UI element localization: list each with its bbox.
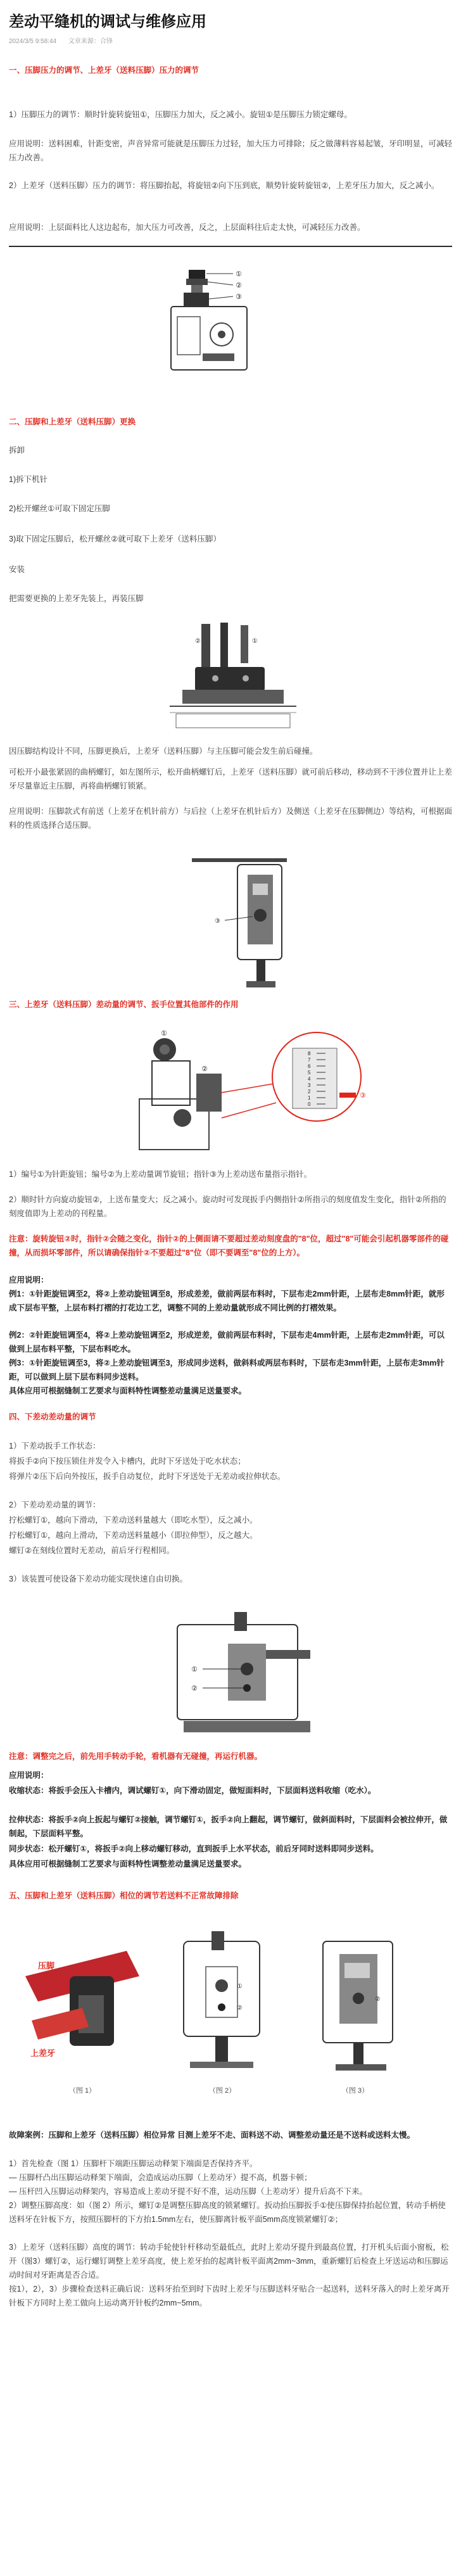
callout-3: ③: [236, 293, 242, 301]
section-divider: [9, 246, 452, 247]
svg-text:②: ②: [201, 1065, 208, 1073]
section1-p4: 应用说明：上层面料比人这边起布，加大压力可改善，反之，上层面料往后走太快，可减轻压力改善。: [9, 223, 365, 232]
section5-s4: 2）调整压脚高度：如（图 2）所示，螺钉②是调整压脚高度的锁紧螺钉。扳动抬压脚扳手①使压脚保持抬起位置，转动手柄使送料牙在针板下方，按照压脚杆的下方抬1.5mm左右，使压脚离针板平面5mm高度锁紧螺钉②；: [9, 2201, 446, 2224]
section2-l3: 2)松开螺丝①可取下固定压脚: [9, 504, 110, 513]
svg-text:①: ①: [161, 1030, 167, 1037]
section3-p1: 1）编号①为针距旋钮；编号②为上差动量调节旋钮；指针③为上差动送布量指示指针。: [9, 1170, 312, 1179]
svg-text:③: ③: [215, 918, 220, 925]
fig2-illustration: [171, 1929, 272, 2081]
caption-fig2: （图 2）: [208, 2087, 236, 2095]
section4-a4: 具体应用可根据缝制工艺要求与面料特性调整差动量满足送量要求。: [9, 1860, 247, 1869]
section5-s5: 3）上差牙（送料压脚）高度的调节：转动手轮使针杆移动至最低点，此时上差动牙提升到最高位置，打开机头后面小窗板，松开（图3）螺钉②，运行螺钉调整上差牙高度，使上差牙抬的起离针板平面离2mm~3mm，重新螺钉后检查上牙送运动和压脚运动时间对牙距离是否合适。: [9, 2243, 449, 2280]
section5-s3: — 压杆凹入压脚运动释架内，容易造成上差动牙提不好不准，运动压脚（上差动牙）提升后高不下来。: [9, 2187, 367, 2196]
callout-1: ①: [236, 270, 242, 278]
article-title: 差动平缝机的调试与维修应用: [9, 13, 206, 30]
section4-p3: 3）该装置可使设备下差动功能实现快速自由切换。: [9, 1575, 187, 1583]
section2-l6: 把需要更换的上差牙先装上，再装压脚: [9, 594, 144, 603]
dial-tick-label: 1: [308, 1095, 311, 1101]
section5-s2: — 压脚杆凸出压脚运动释架下端面，会造成运动压脚（上差动牙）提不高，机器卡顿；: [9, 2173, 312, 2182]
fig1-illustration: [13, 1938, 152, 2065]
section4-p1a: 1）下差动扳手工作状态：: [9, 1442, 101, 1450]
section3-ex4: 具体应用可根据缝制工艺要求与面料特性调整差动量满足送量要求。: [9, 1386, 247, 1395]
label-upper-feed: 上差牙: [30, 2048, 56, 2058]
section1-p1: 1）压脚压力的调节：顺时针旋转旋钮①，压脚压力加大，反之减小。旋钮①是压脚压力锁定螺母。: [9, 110, 352, 119]
svg-text:②: ②: [191, 1685, 198, 1692]
section1-p2: 应用说明：送料困难，针距变密，声音异常可能就是压脚压力过轻，加大压力可排除；反之做薄料容易起皱，牙印明显，可减轻压力改善。: [9, 139, 453, 162]
section3-note: [9, 1232, 452, 1260]
section5-heading: 五、压脚和上差牙（送料压脚）相位的调节若送料不正常故障排除: [9, 1891, 239, 1900]
section2-heading: 二、压脚和上差牙（送料压脚）更换: [9, 417, 136, 426]
section4-heading: 四、下差动差动量的调节: [9, 1412, 96, 1421]
svg-text:②: ②: [375, 1996, 381, 2003]
section4-p1c: 将弹片②压下后向外按压，扳手自动复位，此时下牙送处于无差动或拉伸状态。: [9, 1472, 286, 1481]
dial-tick-label: 6: [308, 1063, 311, 1069]
section5-fault: 故障案例：压脚和上差牙（送料压脚）相位异常 目测上差牙不走、面料送不动、调整差动量还是不送料或送料太慢。: [9, 2131, 415, 2140]
section4-note-text: 注意：调整完之后，前先用手转动手轮，看机器有无碰撞，再运行机器。: [9, 1752, 263, 1761]
section4-p1b: 将扳手②向下按压锁住并发令入卡槽内，此时下牙送处于吃水状态；: [9, 1457, 246, 1466]
section2-p3: 应用说明：压脚款式有前送（上差牙在机针前方）与后拉（上差牙在机针后方）及侧送（上差牙在压脚侧边）等结构，可根据面料的性质选择合适压脚。: [9, 807, 453, 830]
section3-ex2: 例2：②针距旋钮调至4，将②上差动旋钮调至2，形成逆差，做前两层布料时，下层布走4mm针距，上层布走2mm针距，可以做到上层布料平整，下层布料吃水。: [9, 1331, 445, 1354]
section2-l4: 3)取下固定压脚后，松开螺丝②就可取下上差牙（送料压脚）: [9, 535, 221, 543]
section4-a1: 收缩状态：将扳手会压入卡槽内，调试螺钉①，向下滑动固定，做短面料时，下层面料送料收缩（吃水）。: [9, 1786, 376, 1795]
article-source: 文章来源：合锋: [68, 38, 113, 45]
svg-text:②: ②: [237, 2005, 243, 2012]
svg-text:③: ③: [360, 1092, 366, 1100]
section1-p3: 2）上差牙（送料压脚）压力的调节：将压脚抬起，将旋钮②向下压到底，顺势针旋转旋钮②，上差牙压力加大，反之减小。: [9, 181, 439, 190]
label-presser-foot: 压脚: [38, 1961, 55, 1970]
section4-p2c: 拧松螺钉①，越向上滑动，下差动送料量越小（即拉伸型），反之越大。: [9, 1531, 258, 1540]
section3-ex3: 例3：①针距旋钮调至3，将②上差动旋钮调至3，形成同步送料，做斜料或两层布料时，下层布走3mm针距，上层布走3mm针距，可以做到上层下层布料同步送料。: [9, 1359, 445, 1381]
svg-text:①: ①: [191, 1666, 198, 1673]
section2-l2: 1)拆下机针: [9, 475, 48, 484]
section3-ex1: 例1：①针距旋钮调至2，将②上差动旋钮调至8，形成差差，做前两层布料时，下层布走2mm针距，上层布走8mm针距，就形成下层布平整，上层布料打褶的打花边工艺，调整不同的上差动量就形成不同比例的打褶效果。: [9, 1290, 445, 1312]
differential-dial-figure: [127, 1023, 393, 1162]
section2-p1: 因压脚结构设计不同，压脚更换后，上差牙（送料压脚）与主压脚可能会发生前后碰撞。: [9, 747, 318, 756]
dial-tick-label: 0: [308, 1101, 311, 1107]
publish-date: 2024/3/5 9:58:44: [9, 38, 57, 45]
section3-p2: 2）顺时针方向旋动旋钮②，上送布量变大；反之减小。旋动时可发现扳手内侧指针②所指示的刻度值发生变化，指针②所指的刻度值即为上差动的刊程量。: [9, 1195, 446, 1218]
article-meta: [9, 35, 123, 45]
section2-p2: 可松开小最张紧固的曲柄螺钉，如左图所示，松开曲柄螺钉后，上差牙（送料压脚）就可前后移动，移动到不干涉位置并让上差牙尽量靠近主压脚，再将曲柄螺钉锁紧。: [9, 768, 453, 790]
section1-heading: 一、压脚压力的调节、上差牙（送料压脚）压力的调节: [9, 66, 199, 75]
svg-text:①: ①: [237, 1983, 243, 1990]
dial-tick-label: 3: [308, 1082, 311, 1088]
section4-p2d: 螺钉②在刻线位置时无差动，前后牙行程相同。: [9, 1546, 175, 1555]
section4-p2b: 拧松螺钉①，越向下滑动，下差动送料量越大（即吃水型），反之减小。: [9, 1516, 258, 1525]
svg-text:①: ①: [252, 638, 258, 645]
dial-tick-label: 8: [308, 1051, 311, 1056]
section2-l1: 拆卸: [9, 446, 25, 455]
section3-heading: 三、上差牙（送料压脚）差动量的调节、扳手位置其他部件的作用: [9, 1000, 239, 1009]
svg-text:②: ②: [195, 638, 201, 645]
note-text: 注意：旋转旋钮②时，指针②会随之变化，指针②的上侧面请不要超过差动刻度盘的"8"位，超过"8"可能会引起机器零部件的碰撞，从而损坏零部件，所以请确保指针②不要超过"8"位（即不要调至"8"位的上方）。: [9, 1234, 449, 1257]
caption-fig3: （图 3）: [341, 2087, 369, 2095]
caption-fig1: （图 1）: [68, 2087, 96, 2095]
dial-tick-label: 5: [308, 1070, 311, 1075]
section4-note: [9, 1749, 452, 1763]
section5-s6: 按1），2），3）步骤检查送料正确后说：送料牙抬至到时下齿时上差牙与压脚送料牙贴合一起送料，送料牙落入的时上差牙离开针板下方同时上差工做向上运动离开针板约2mm~5mm。: [9, 2285, 450, 2307]
dial-tick-label: 7: [308, 1057, 311, 1063]
section4-p2a: 2）下差动差动量的调节：: [9, 1501, 101, 1509]
dial-tick-label: 2: [308, 1089, 311, 1094]
fig3-illustration: [304, 1929, 405, 2081]
section3-app-title: 应用说明：: [9, 1276, 49, 1285]
section4-a2: 拉伸状态：将扳手②向上扳起与螺钉②接触，调节螺钉①，扳手②向上翻起，调节螺钉，做斜面料时，下层面料会被拉伸开，做制起，下层面料平整。: [9, 1815, 448, 1838]
section2-l5: 安装: [9, 565, 25, 574]
section4-app-title: 应用说明：: [9, 1771, 49, 1780]
dial-tick-label: 4: [308, 1076, 311, 1082]
section4-a3: 同步状态：松开螺钉①，将扳手②向上移动螺钉移动，直到扳手上水平状态，前后牙同时送料即同步送料。: [9, 1844, 379, 1853]
feed-lever-figure: [171, 1606, 323, 1739]
pressure-knob-figure: [158, 258, 279, 379]
crank-screw-figure: [187, 846, 313, 991]
callout-2: ②: [236, 282, 242, 289]
section5-s1: 1）首先检查（图 1）压脚杆下端距压脚运动释架下端面是否保持齐平。: [9, 2159, 258, 2168]
presser-foot-figure: [157, 618, 309, 735]
